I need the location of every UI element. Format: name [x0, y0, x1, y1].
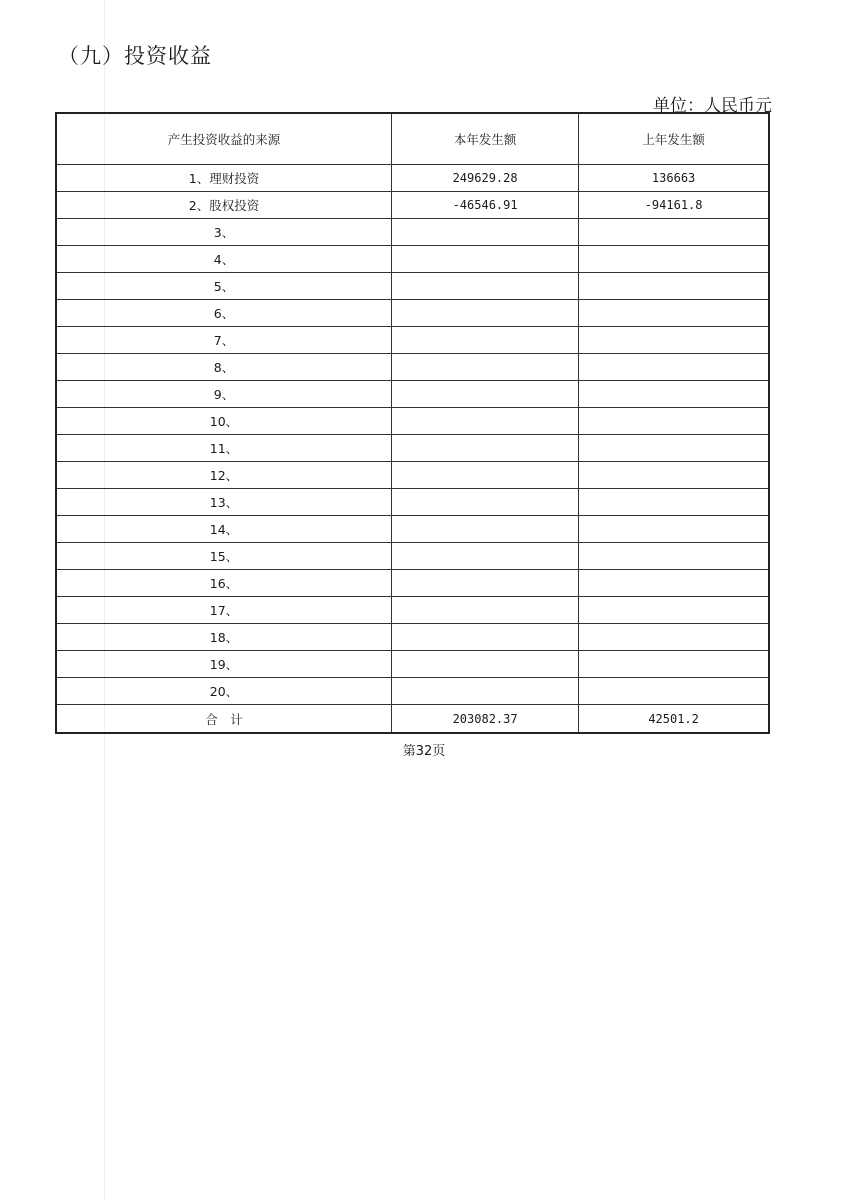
page-number: 第32页: [402, 744, 446, 759]
row-current-year: [391, 273, 578, 300]
table-row: [56, 489, 769, 516]
row-source: 2、股权投资: [56, 192, 391, 219]
total-previous: 42501.2: [579, 705, 769, 734]
row-source: 16、: [56, 570, 391, 597]
row-previous-year: [579, 651, 769, 678]
row-current-year: [391, 597, 578, 624]
table-row: [56, 192, 769, 219]
row-previous-year: [579, 678, 769, 705]
row-source: 18、: [56, 624, 391, 651]
total-label: 合 计: [56, 705, 391, 734]
table-row: [56, 435, 769, 462]
row-source: 8、: [56, 354, 391, 381]
row-previous-year: [579, 219, 769, 246]
row-previous-year: [579, 327, 769, 354]
table-row: [56, 354, 769, 381]
unit-label: 单位：人民币元: [653, 96, 772, 116]
row-source: 5、: [56, 273, 391, 300]
row-current-year: [391, 678, 578, 705]
table-row: [56, 300, 769, 327]
table-row: [56, 273, 769, 300]
row-source: 11、: [56, 435, 391, 462]
total-row: [56, 705, 769, 734]
row-current-year: [391, 381, 578, 408]
row-previous-year: [579, 570, 769, 597]
row-previous-year: -94161.8: [579, 192, 769, 219]
row-previous-year: [579, 624, 769, 651]
investment-income-table: [55, 112, 770, 734]
row-current-year: [391, 462, 578, 489]
row-previous-year: [579, 597, 769, 624]
header-source: 产生投资收益的来源: [56, 113, 391, 165]
row-previous-year: [579, 489, 769, 516]
row-source: 7、: [56, 327, 391, 354]
row-current-year: [391, 489, 578, 516]
row-current-year: 249629.28: [391, 165, 578, 192]
table-row: [56, 408, 769, 435]
table-row: [56, 219, 769, 246]
row-source: 3、: [56, 219, 391, 246]
row-source: 19、: [56, 651, 391, 678]
row-previous-year: [579, 246, 769, 273]
row-current-year: [391, 300, 578, 327]
row-current-year: [391, 327, 578, 354]
row-source: 6、: [56, 300, 391, 327]
header-current-year: 本年发生额: [391, 113, 578, 165]
row-current-year: -46546.91: [391, 192, 578, 219]
row-source: 4、: [56, 246, 391, 273]
table-row: [56, 246, 769, 273]
row-previous-year: [579, 273, 769, 300]
row-current-year: [391, 408, 578, 435]
table-body: [56, 165, 769, 734]
table-row: [56, 462, 769, 489]
row-previous-year: [579, 354, 769, 381]
row-source: 17、: [56, 597, 391, 624]
row-source: 10、: [56, 408, 391, 435]
table-row: [56, 624, 769, 651]
row-previous-year: [579, 543, 769, 570]
table-row: [56, 381, 769, 408]
table-row: [56, 597, 769, 624]
row-current-year: [391, 651, 578, 678]
section-title: （九）投资收益: [58, 44, 212, 68]
row-previous-year: 136663: [579, 165, 769, 192]
row-current-year: [391, 624, 578, 651]
row-source: 9、: [56, 381, 391, 408]
row-source: 13、: [56, 489, 391, 516]
table-row: [56, 543, 769, 570]
row-current-year: [391, 246, 578, 273]
table-row: [56, 327, 769, 354]
header-row: [56, 113, 769, 165]
row-current-year: [391, 570, 578, 597]
row-source: 12、: [56, 462, 391, 489]
row-source: 20、: [56, 678, 391, 705]
row-previous-year: [579, 300, 769, 327]
row-previous-year: [579, 435, 769, 462]
table-row: [56, 165, 769, 192]
table-row: [56, 570, 769, 597]
header-previous-year: 上年发生额: [579, 113, 769, 165]
row-current-year: [391, 543, 578, 570]
table-row: [56, 516, 769, 543]
row-source: 1、理财投资: [56, 165, 391, 192]
row-current-year: [391, 219, 578, 246]
row-previous-year: [579, 381, 769, 408]
table-row: [56, 678, 769, 705]
row-current-year: [391, 354, 578, 381]
row-previous-year: [579, 462, 769, 489]
table-row: [56, 651, 769, 678]
row-previous-year: [579, 516, 769, 543]
row-source: 14、: [56, 516, 391, 543]
row-previous-year: [579, 408, 769, 435]
row-source: 15、: [56, 543, 391, 570]
total-current: 203082.37: [391, 705, 578, 734]
row-current-year: [391, 435, 578, 462]
row-current-year: [391, 516, 578, 543]
